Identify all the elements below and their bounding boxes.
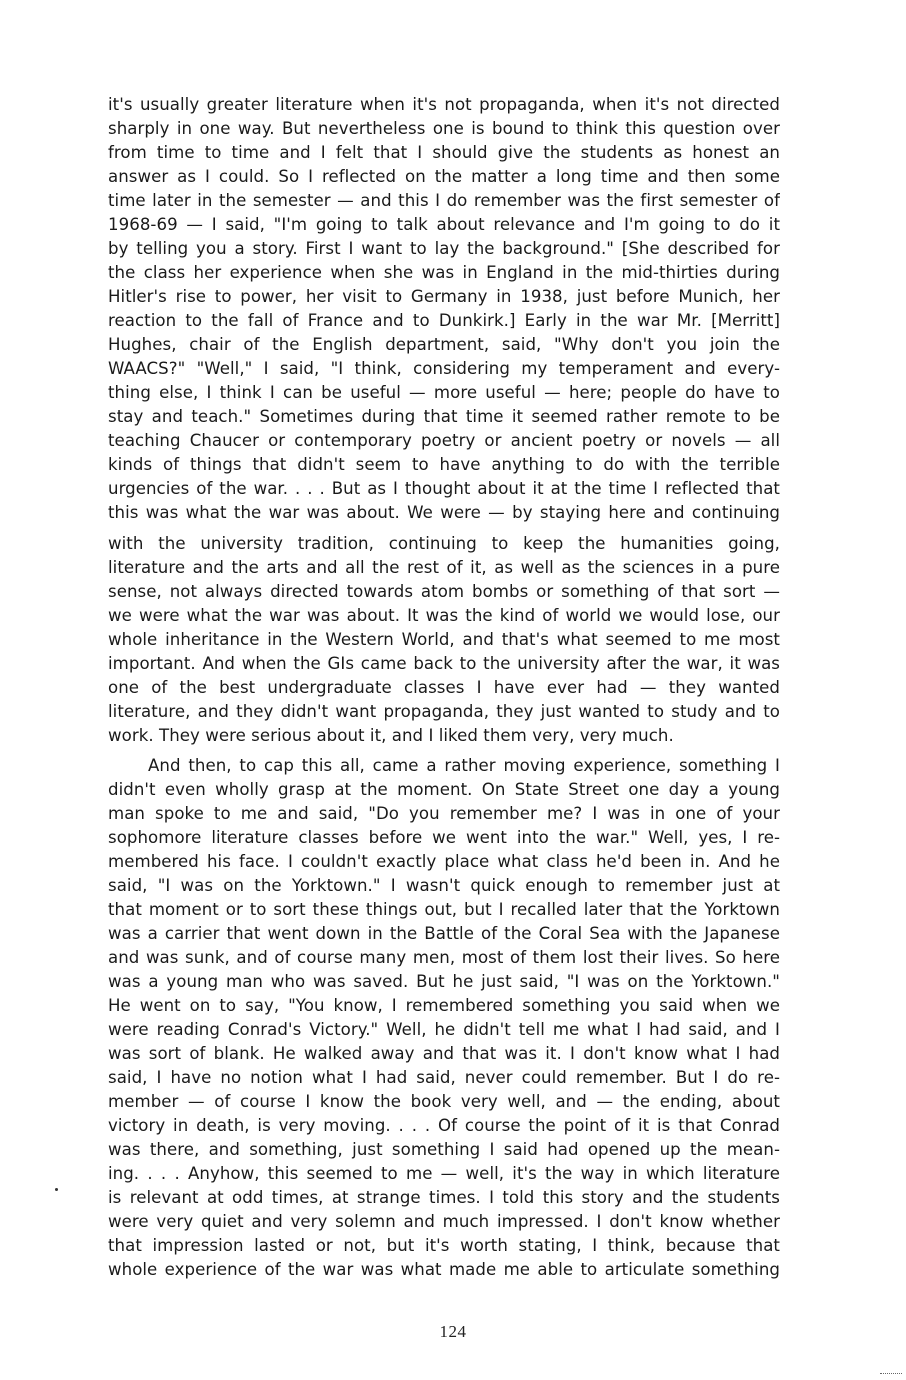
text-line: teaching Chaucer or contemporary poetry or ancient poetry or novels — all [108,431,780,450]
text-line: sophomore literature classes before we went into the war." Well, yes, I re- [108,828,780,847]
text-line: urgencies of the war. . . . But as I thought about it at the time I reflected that [108,479,780,498]
text-line: were reading Conrad's Victory." Well, he didn't tell me what I had said, and I [108,1020,780,1039]
text-line: Hughes, chair of the English department, said, "Why don't you join the [108,335,780,354]
text-line: WAACS?" "Well," I said, "I think, considering my temperament and every- [108,359,780,378]
text-line: were very quiet and very solemn and much impressed. I don't know whether [108,1212,780,1231]
text-line: was sort of blank. He walked away and that was it. I don't know what I had [108,1044,780,1063]
text-line: He went on to say, "You know, I remembered something you said when we [108,996,780,1015]
text-line: didn't even wholly grasp at the moment. On State Street one day a young [108,780,780,799]
text-line: and was sunk, and of course many men, most of them lost their lives. So here [108,948,780,967]
text-line: membered his face. I couldn't exactly place what class he'd been in. And he [108,852,780,871]
text-line: said, I have no notion what I had said, never could remember. But I do re- [108,1068,780,1087]
stray-mark [55,1188,58,1191]
text-line: we were what the war was about. It was the kind of world we would lose, our [108,606,780,625]
text-line: reaction to the fall of France and to Dunkirk.] Early in the war Mr. [Merritt] [108,311,780,330]
paragraph-relevance-story [108,93,780,525]
text-line: kinds of things that didn't seem to have anything to do with the terrible [108,455,780,474]
text-line: it's usually greater literature when it's not propaganda, when it's not directed [108,95,780,114]
text-line: was there, and something, just something I said had opened up the mean- [108,1140,780,1159]
text-line: whole inheritance in the Western World, and that's what seemed to me most [108,630,780,649]
text-line: literature, and they didn't want propaganda, they just wanted to study and to [108,702,780,721]
text-line: sharply in one way. But nevertheless one is bound to think this question over [108,119,780,138]
text-line: one of the best undergraduate classes I have ever had — they wanted [108,678,780,697]
text-line: from time to time and I felt that I should give the students as honest an [108,143,780,162]
text-line: the class her experience when she was in England in the mid-thirties during [108,263,780,282]
text-line: by telling you a story. First I want to lay the background." [She described for [108,239,780,258]
text-line: literature and the arts and all the rest of it, as well as the sciences in a pure [108,558,780,577]
text-line: 1968-69 — I said, "I'm going to talk about relevance and I'm going to do it [108,215,780,234]
text-line: said, "I was on the Yorktown." I wasn't quick enough to remember just at [108,876,780,895]
text-line: sense, not always directed towards atom bombs or something of that sort — [108,582,780,601]
text-line: is relevant at odd times, at strange times. I told this story and the students [108,1188,780,1207]
text-line: And then, to cap this all, came a rather moving experience, something I [148,756,780,775]
text-line: that impression lasted or not, but it's worth stating, I think, because that [108,1236,780,1255]
text-line: time later in the semester — and this I do remember was the first semester of [108,191,780,210]
corner-scan-mark [880,1373,902,1376]
text-line: ing. . . . Anyhow, this seemed to me — well, it's the way in which literature [108,1164,780,1183]
text-line: was a carrier that went down in the Battle of the Coral Sea with the Japanese [108,924,780,943]
text-line: whole experience of the war was what made me able to articulate something [108,1260,780,1279]
paragraph-war-university [108,532,780,748]
text-line: answer as I could. So I reflected on the matter a long time and then some [108,167,780,186]
text-line: Hitler's rise to power, her visit to Germany in 1938, just before Munich, her [108,287,780,306]
text-line: that moment or to sort these things out, but I recalled later that the Yorktown [108,900,780,919]
paragraph-yorktown [108,754,780,1282]
page-number: 124 [439,1322,467,1341]
text-line: this was what the war was about. We were — by staying here and continuing [108,503,780,522]
text-line: important. And when the GIs came back to the university after the war, it was [108,654,780,673]
text-line: thing else, I think I can be useful — more useful — here; people do have to [108,383,780,402]
text-line: victory in death, is very moving. . . . Of course the point of it is that Conrad [108,1116,780,1135]
text-line: was a young man who was saved. But he just said, "I was on the Yorktown." [108,972,780,991]
text-line: man spoke to me and said, "Do you remember me? I was in one of your [108,804,780,823]
text-line: work. They were serious about it, and I liked them very, very much. [108,726,674,745]
text-line: member — of course I know the book very well, and — the ending, about [108,1092,780,1111]
text-line: stay and teach." Sometimes during that time it seemed rather remote to be [108,407,780,426]
text-line: with the university tradition, continuing to keep the humanities going, [108,534,780,553]
